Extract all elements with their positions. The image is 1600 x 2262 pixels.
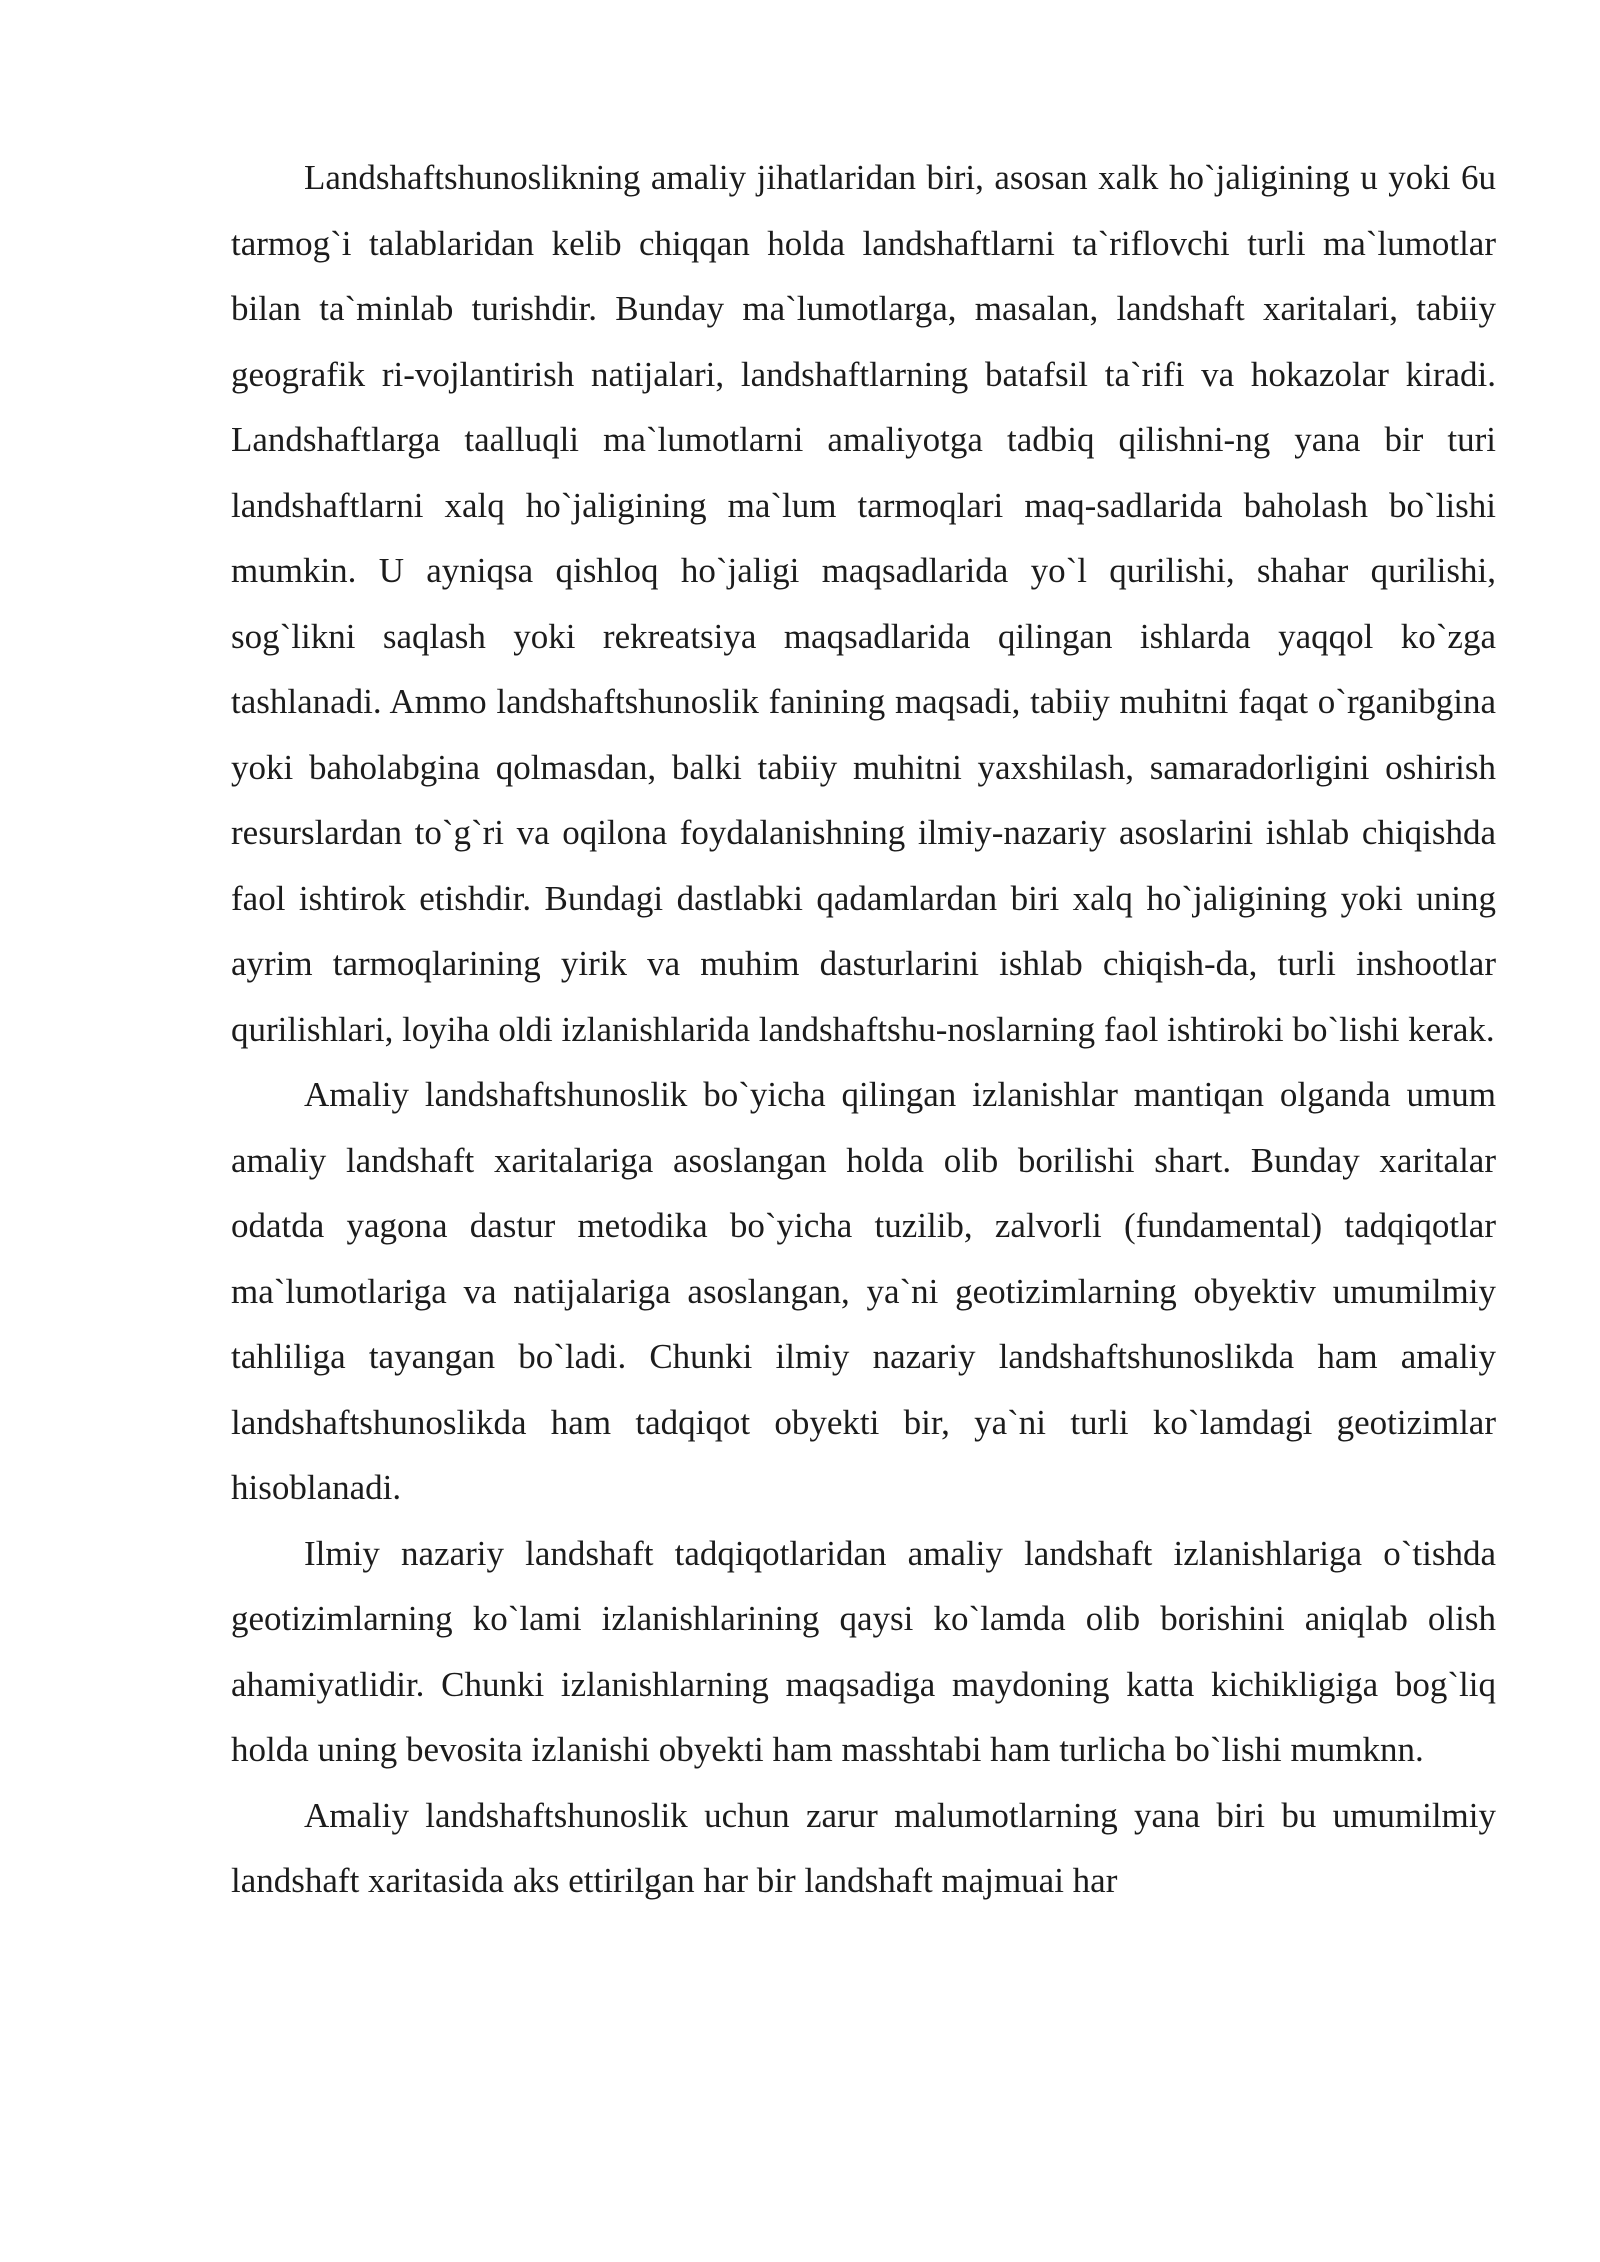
paragraph-2: Amaliy landshaftshunoslik bo`yicha qilingan izlanishlar mantiqan olganda umum amaliy landshaft xaritalariga asoslangan holda olib borilishi shart. Bunday xaritalar odatda yagona dastur metodika bo`yicha tuzilib, zalvorli (fundamental) tadqiqotlar ma`lumotlariga va natijalariga asoslangan, ya`ni geotizimlarning obyektiv umumilmiy tahliliga tayangan bo`ladi. Chunki ilmiy nazariy landshaftshunoslikda ham amaliy landshaftshunoslikda ham tadqiqot obyekti bir, ya`ni turli ko`lamdagi geotizimlar hisoblanadi. [231,1075,1496,1507]
document-body [231,145,1496,1914]
paragraph-1: Landshaftshunoslikning amaliy jihatlaridan biri, asosan xalk ho`jaligining u yoki 6u tarmog`i talablaridan kelib chiqqan holda landshaftlarni ta`riflovchi turli ma`lumotlar bilan ta`minlab turishdir. Bunday ma`lumotlarga, masalan, landshaft xaritalari, tabiiy geografik ri-vojlantirish natijalari, landshaftlarning batafsil ta`rifi va hokazolar kiradi. Landshaftlarga taalluqli ma`lumotlarni amaliyotga tadbiq qilishni-ng yana bir turi landshaftlarni xalq ho`jaligining ma`lum tarmoqlari maq-sadlarida baholash bo`lishi mumkin. U ayniqsa qishloq ho`jaligi maqsadlarida yo`l qurilishi, shahar qurilishi, sog`likni saqlash yoki rekreatsiya maqsadlarida qilingan ishlarda yaqqol ko`zga tashlanadi. Ammo landshaftshunoslik fanining maqsadi, tabiiy muhitni faqat o`rganibgina yoki baholabgina qolmasdan, balki tabiiy muhitni yaxshilash, samaradorligini oshirish resurslardan to`g`ri va oqilona foydalanishning ilmiy-nazariy asoslarini ishlab chiqishda faol ishtirok etishdir. Bundagi dastlabki qadamlardan biri xalq ho`jaligining yoki uning ayrim tarmoqlarining yirik va muhim dasturlarini ishlab chiqish-da, turli inshootlar qurilishlari, loyiha oldi izlanishlarida landshaftshu-noslarning faol ishtiroki bo`lishi kerak. [231,158,1496,1049]
paragraph-3: Ilmiy nazariy landshaft tadqiqotlaridan amaliy landshaft izlanishlariga o`tishda geotizimlarning ko`lami izlanishlarining qaysi ko`lamda olib borishini aniqlab olish ahamiyatlidir. Chunki izlanishlarning maqsadiga maydoning katta kichikligiga bog`liq holda uning bevosita izlanishi obyekti ham masshtabi ham turlicha bo`lishi mumknn. [231,1533,1496,1769]
paragraph-4: Amaliy landshaftshunoslik uchun zarur malumotlarning yana biri bu umumilmiy landshaft xaritasida aks ettirilgan har bir landshaft majmuai har [231,1795,1496,1900]
